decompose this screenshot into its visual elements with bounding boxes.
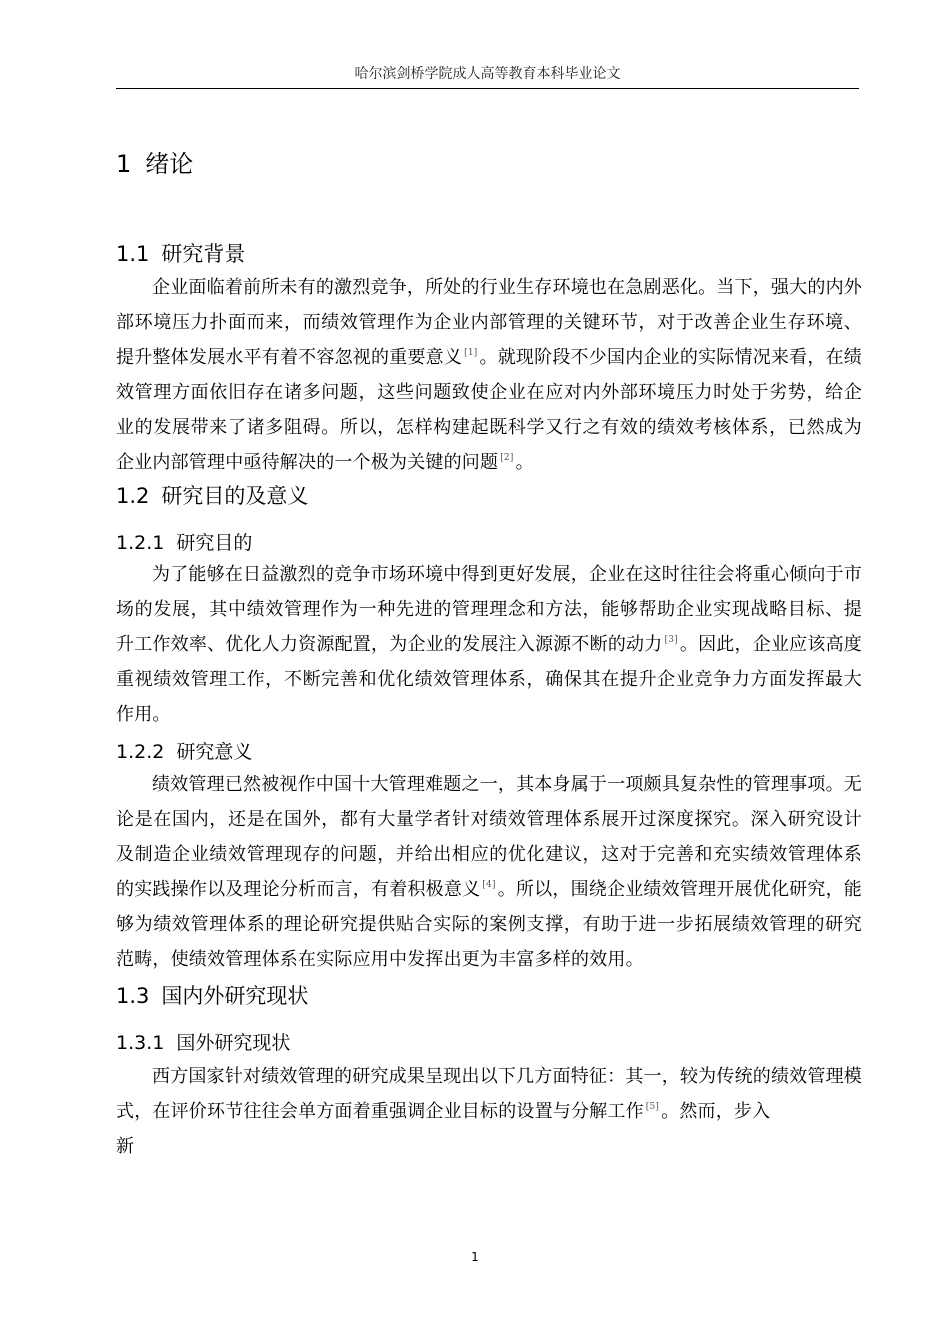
section-heading-1-2 [116, 482, 308, 510]
subsection-title: 国外研究现状 [176, 1032, 291, 1054]
section-number: 1.3 [116, 984, 150, 1008]
section-heading-1-1 [116, 240, 245, 268]
paragraph-significance [116, 767, 862, 977]
paragraph-text: 为了能够在日益激烈的竞争市场环境中得到更好发展，企业在这时往往会将重心倾向于市场的发展，其中绩效管理作为一种先进的管理理念和方法，能够帮助企业实现战略目标、提升工作效率、优化人力资源配置，为企业的发展注入源源不断的动力 [116, 564, 862, 655]
paragraph-text: 企业面临着前所未有的激烈竞争，所处的行业生存环境也在急剧恶化。当下，强大的内外部环境压力扑面而来，而绩效管理作为企业内部管理的关键环节，对于改善企业生存环境、提升整体发展水平有着不容忽视的重要意义 [116, 277, 862, 368]
citation: [3] [664, 635, 678, 645]
paragraph-text: 。然而，步入 [661, 1101, 771, 1122]
subsection-number: 1.2.2 [116, 741, 165, 763]
section-title: 研究目的及意义 [161, 484, 309, 508]
citation: [4] [482, 880, 496, 890]
chapter-heading [116, 149, 193, 179]
paragraph-background [116, 270, 862, 480]
subsection-title: 研究意义 [176, 741, 253, 763]
chapter-number: 1 [116, 150, 132, 178]
paragraph-text: 。就现阶段不少国内企业的实际情况来看，在绩效管理方面依旧存在诸多问题，这些问题致使企业在应对内外部环境压力时处于劣势，给企业的发展带来了诸多阻碍。所以，怎样构建起既科学又行之有效的绩效考核体系，已然成为企业内部管理中亟待解决的一个极为关键的问题 [116, 347, 862, 473]
page-header: 哈尔滨剑桥学院成人高等教育本科毕业论文 [116, 65, 859, 89]
citation: [5] [645, 1102, 660, 1112]
subsection-title: 研究目的 [176, 532, 253, 554]
section-number: 1.1 [116, 242, 150, 266]
subsection-number: 1.2.1 [116, 532, 165, 554]
section-title: 研究背景 [161, 242, 246, 266]
page-number: 1 [471, 1250, 479, 1264]
section-heading-1-3 [116, 982, 308, 1010]
paragraph-text: 。 [515, 452, 534, 473]
paragraph-text: 新 [116, 1136, 135, 1157]
paragraph-purpose [116, 557, 862, 732]
subsection-heading-1-2-2 [116, 739, 252, 765]
chapter-title: 绪论 [145, 150, 194, 178]
citation: [1] [464, 348, 478, 358]
section-title: 国内外研究现状 [161, 984, 309, 1008]
paragraph-text: 。所以，围绕企业绩效管理开展优化研究，能够为绩效管理体系的理论研究提供贴合实际的案例支撑，有助于进一步拓展绩效管理的研究范畴，使绩效管理体系在实际应用中发挥出更为丰富多样的效用。 [116, 879, 863, 970]
subsection-number: 1.3.1 [116, 1032, 165, 1054]
subsection-heading-1-2-1 [116, 530, 252, 556]
citation: [2] [500, 453, 514, 463]
paragraph-text: 。因此，企业应该高度重视绩效管理工作，不断完善和优化绩效管理体系，确保其在提升企业竞争力方面发挥最大作用。 [116, 634, 863, 725]
section-number: 1.2 [116, 484, 150, 508]
paragraph-text: 绩效管理已然被视作中国十大管理难题之一，其本身属于一项颇具复杂性的管理事项。无论是在国内，还是在国外，都有大量学者针对绩效管理体系展开过深度探究。深入研究设计及制造企业绩效管理现存的问题，并给出相应的优化建议，这对于完善和充实绩效管理体系的实践操作以及理论分析而言，有着积极意义 [116, 774, 862, 900]
paragraph-text: 西方国家针对绩效管理的研究成果呈现出以下几方面特征：其一，较为传统的绩效管理模式，在评价环节往往会单方面着重强调企业目标的设置与分解工作 [116, 1066, 862, 1122]
subsection-heading-1-3-1 [116, 1030, 290, 1056]
paragraph-foreign-research [116, 1059, 862, 1164]
